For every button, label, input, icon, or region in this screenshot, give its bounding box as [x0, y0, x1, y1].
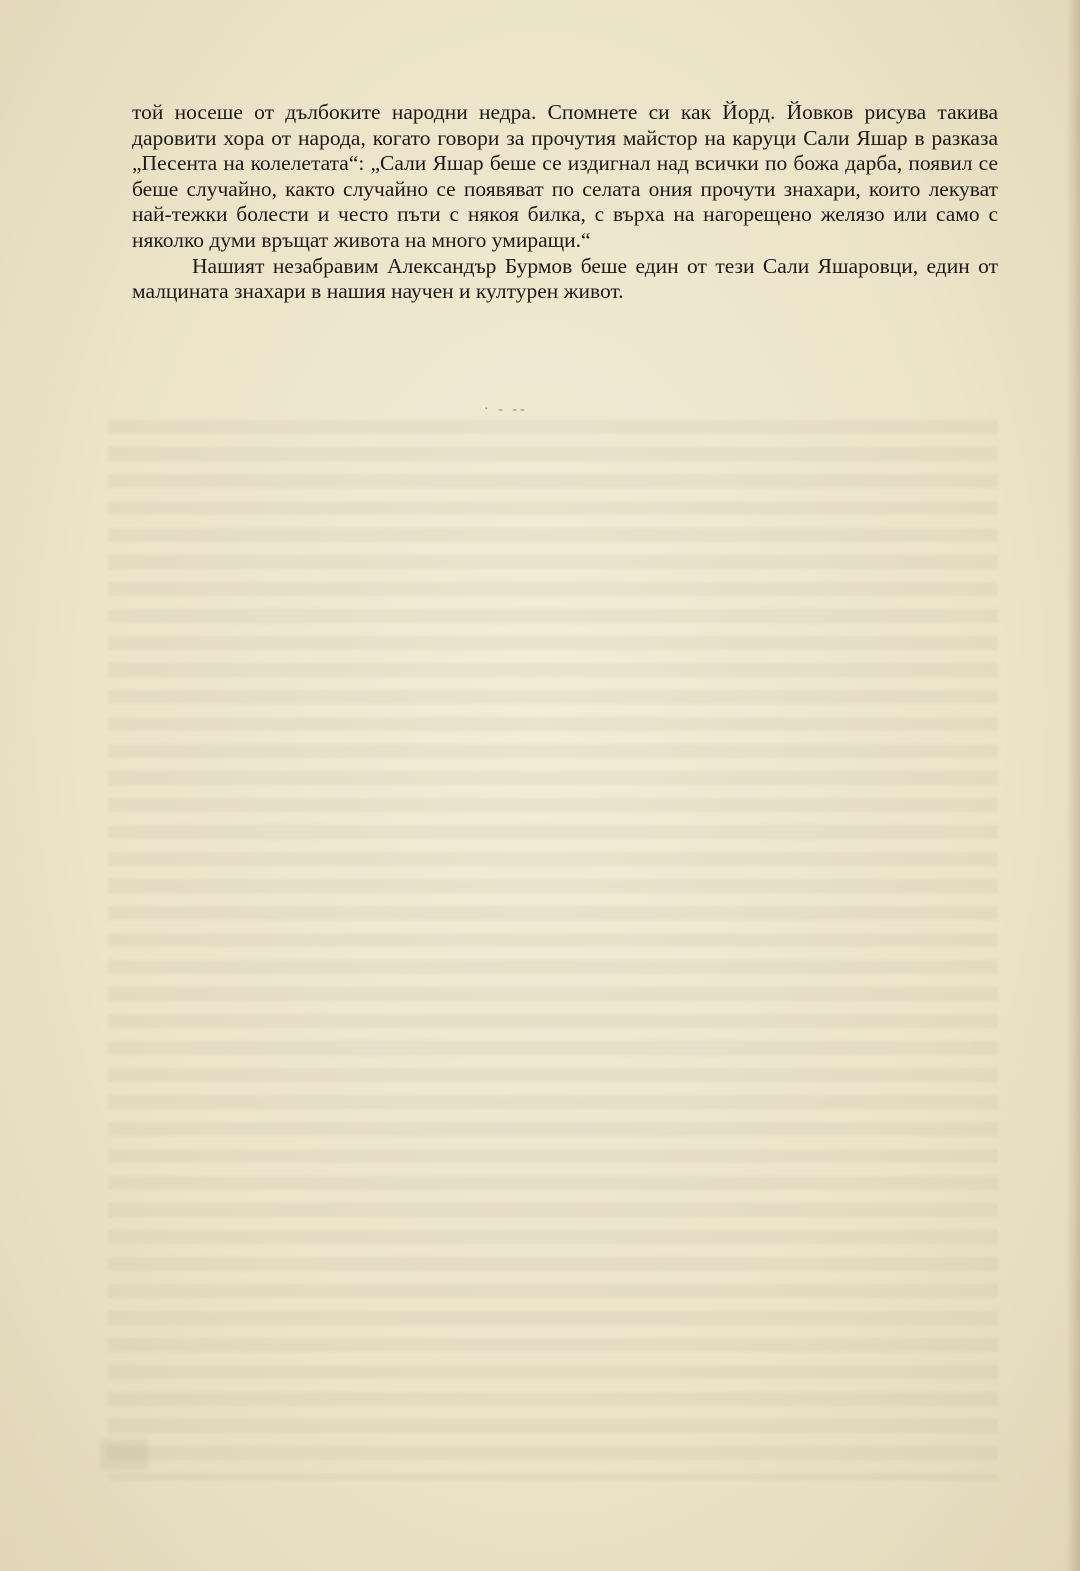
bleed-through-text: [108, 420, 998, 1480]
body-text: [132, 100, 998, 305]
section-separator: · - --: [484, 402, 528, 417]
bleed-through-page-number: [100, 1440, 148, 1470]
paragraph-1: той носеше от дълбоките народни недра. Спомнете си как Йорд. Йовков рисува такива даровити хора от народа, когато говори за прочутия майстор на каруци Сали Яшар в разказа „Песента на колелетата“: „Сали Яшар беше се издигнал над всички по божа дарба, появил се беше случайно, както случайно се появяват по селата ония прочути знахари, които лекуват най-тежки болести и често пъти с някоя билка, с върха на нагорещено желязо или само с няколко думи връщат живота на много умиращи.“: [132, 100, 998, 252]
page-edge-shadow: [1066, 0, 1080, 1571]
paragraph-2: Нашият незабравим Александър Бурмов беше един от тези Сали Яшаровци, един от малцината знахари в нашия научен и културен живот.: [132, 253, 998, 304]
